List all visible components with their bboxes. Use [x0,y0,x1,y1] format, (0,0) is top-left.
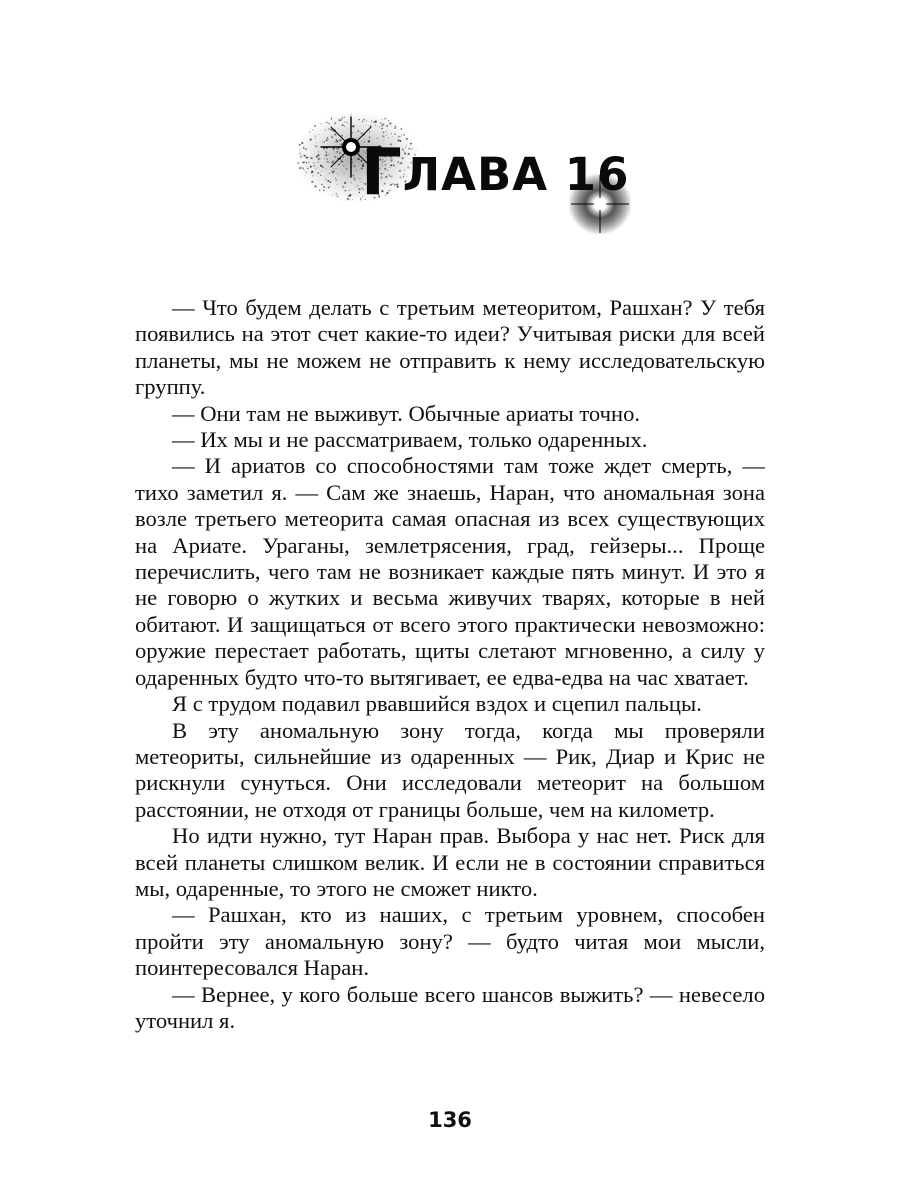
paragraph: Я с трудом подавил рвавшийся вздох и сцепил пальцы. [172,691,702,717]
chapter-title-initial: Г [361,136,403,210]
chapter-title [361,136,630,210]
page-number: 136 [428,1108,472,1132]
paragraph: Но идти нужно, тут Наран прав. Выбора у нас нет. Риск для всей планеты слишком велик. И если не в состоянии справиться мы, одаренные, то этого не сможет никто. [135,823,765,901]
paragraph: — Что будем делать с третьим метеоритом, Рашхан? У тебя появились на этот счет какие-то идеи? Учитывая риски для всей планеты, мы не можем не отправить к нему исследовательскую группу. [135,295,765,400]
paragraph: В эту аномальную зону тогда, когда мы проверяли метеориты, сильнейшие из одаренных — Рик, Диар и Крис не рискнули сунуться. Они исследовали метеорит на большом расстоянии, не отходя от границы больше, чем на километр. [135,717,765,822]
paragraph: — Рашхан, кто из наших, с третьим уровнем, способен пройти эту аномальную зону? — будто читая мои мысли, поинтересовался Наран. [135,902,765,981]
paragraph: — И ариатов со способностями там тоже ждет смерть, — тихо заметил я. — Сам же знаешь, Наран, что аномальная зона возле третьего метеорита самая опасная из всех существующих на Ариате. Ураганы, землетрясения, град, гейзеры... Проще перечислить, чего там не возникает каждые пять минут. И это я не говорю о жутких и весьма живучих тварях, которые в ней обитают. И защищаться от всего этого практически невозможно: оружие перестает работать, щиты слетают мгновенно, а силу у одаренных будто что-то вытягивает, ее едва-едва на час хватает. [135,453,765,690]
paragraph: — Их мы и не рассматриваем, только одаренных. [172,427,648,453]
body-text [135,295,765,1034]
chapter-title-rest: ЛАВА 16 [402,148,630,201]
paragraph: — Вернее, у кого больше всего шансов выжить? — невесело уточнил я. [135,981,765,1033]
paragraph: — Они там не выживут. Обычные ариаты точно. [172,400,641,426]
chapter-header [295,95,640,245]
